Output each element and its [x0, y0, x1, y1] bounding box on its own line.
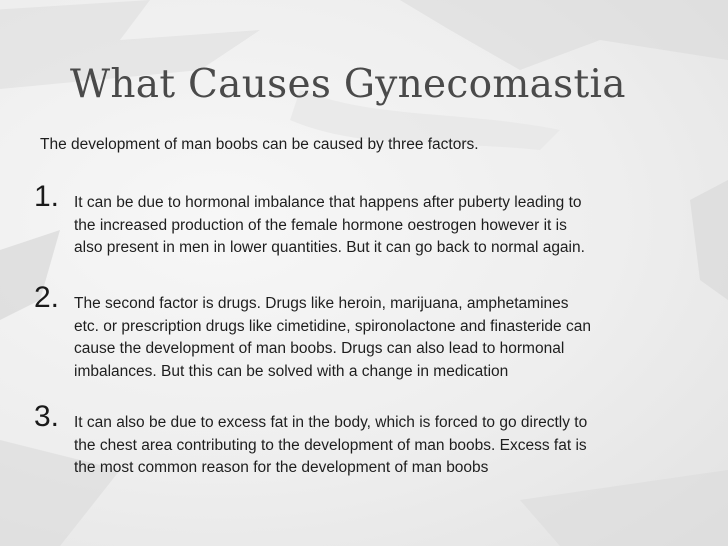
- text-line: the most common reason for the development of man boobs: [74, 459, 489, 476]
- intro-text: The development of man boobs can be caused by three factors.: [40, 136, 479, 153]
- text-line: also present in men in lower quantities. But it can go back to normal again.: [74, 239, 585, 256]
- text-line: It can also be due to excess fat in the body, which is forced to go directly to: [74, 414, 588, 431]
- list-text-3: [74, 412, 587, 480]
- list-text-2: [74, 293, 591, 383]
- list-number-2: 2.: [34, 281, 60, 314]
- text-line: the chest area contributing to the development of man boobs. Excess fat is: [74, 436, 587, 454]
- list-number-1: 1.: [34, 180, 60, 213]
- text-line: The second factor is drugs. Drugs like heroin, marijuana, amphetamines: [74, 295, 569, 312]
- text-line: etc. or prescription drugs like cimetidine, spironolactone and finasteride can: [74, 317, 591, 335]
- list-number-3: 3.: [34, 400, 60, 433]
- slide-title: What Causes Gynecomastia: [70, 62, 626, 107]
- text-line: It can be due to hormonal imbalance that happens after puberty leading to: [74, 194, 582, 211]
- text-line: cause the development of man boobs. Drugs can also lead to hormonal: [74, 340, 565, 357]
- text-line: the increased production of the female hormone oestrogen however it is: [74, 216, 567, 234]
- text-line: imbalances. But this can be solved with a change in medication: [74, 362, 509, 380]
- list-text-1: [74, 192, 585, 260]
